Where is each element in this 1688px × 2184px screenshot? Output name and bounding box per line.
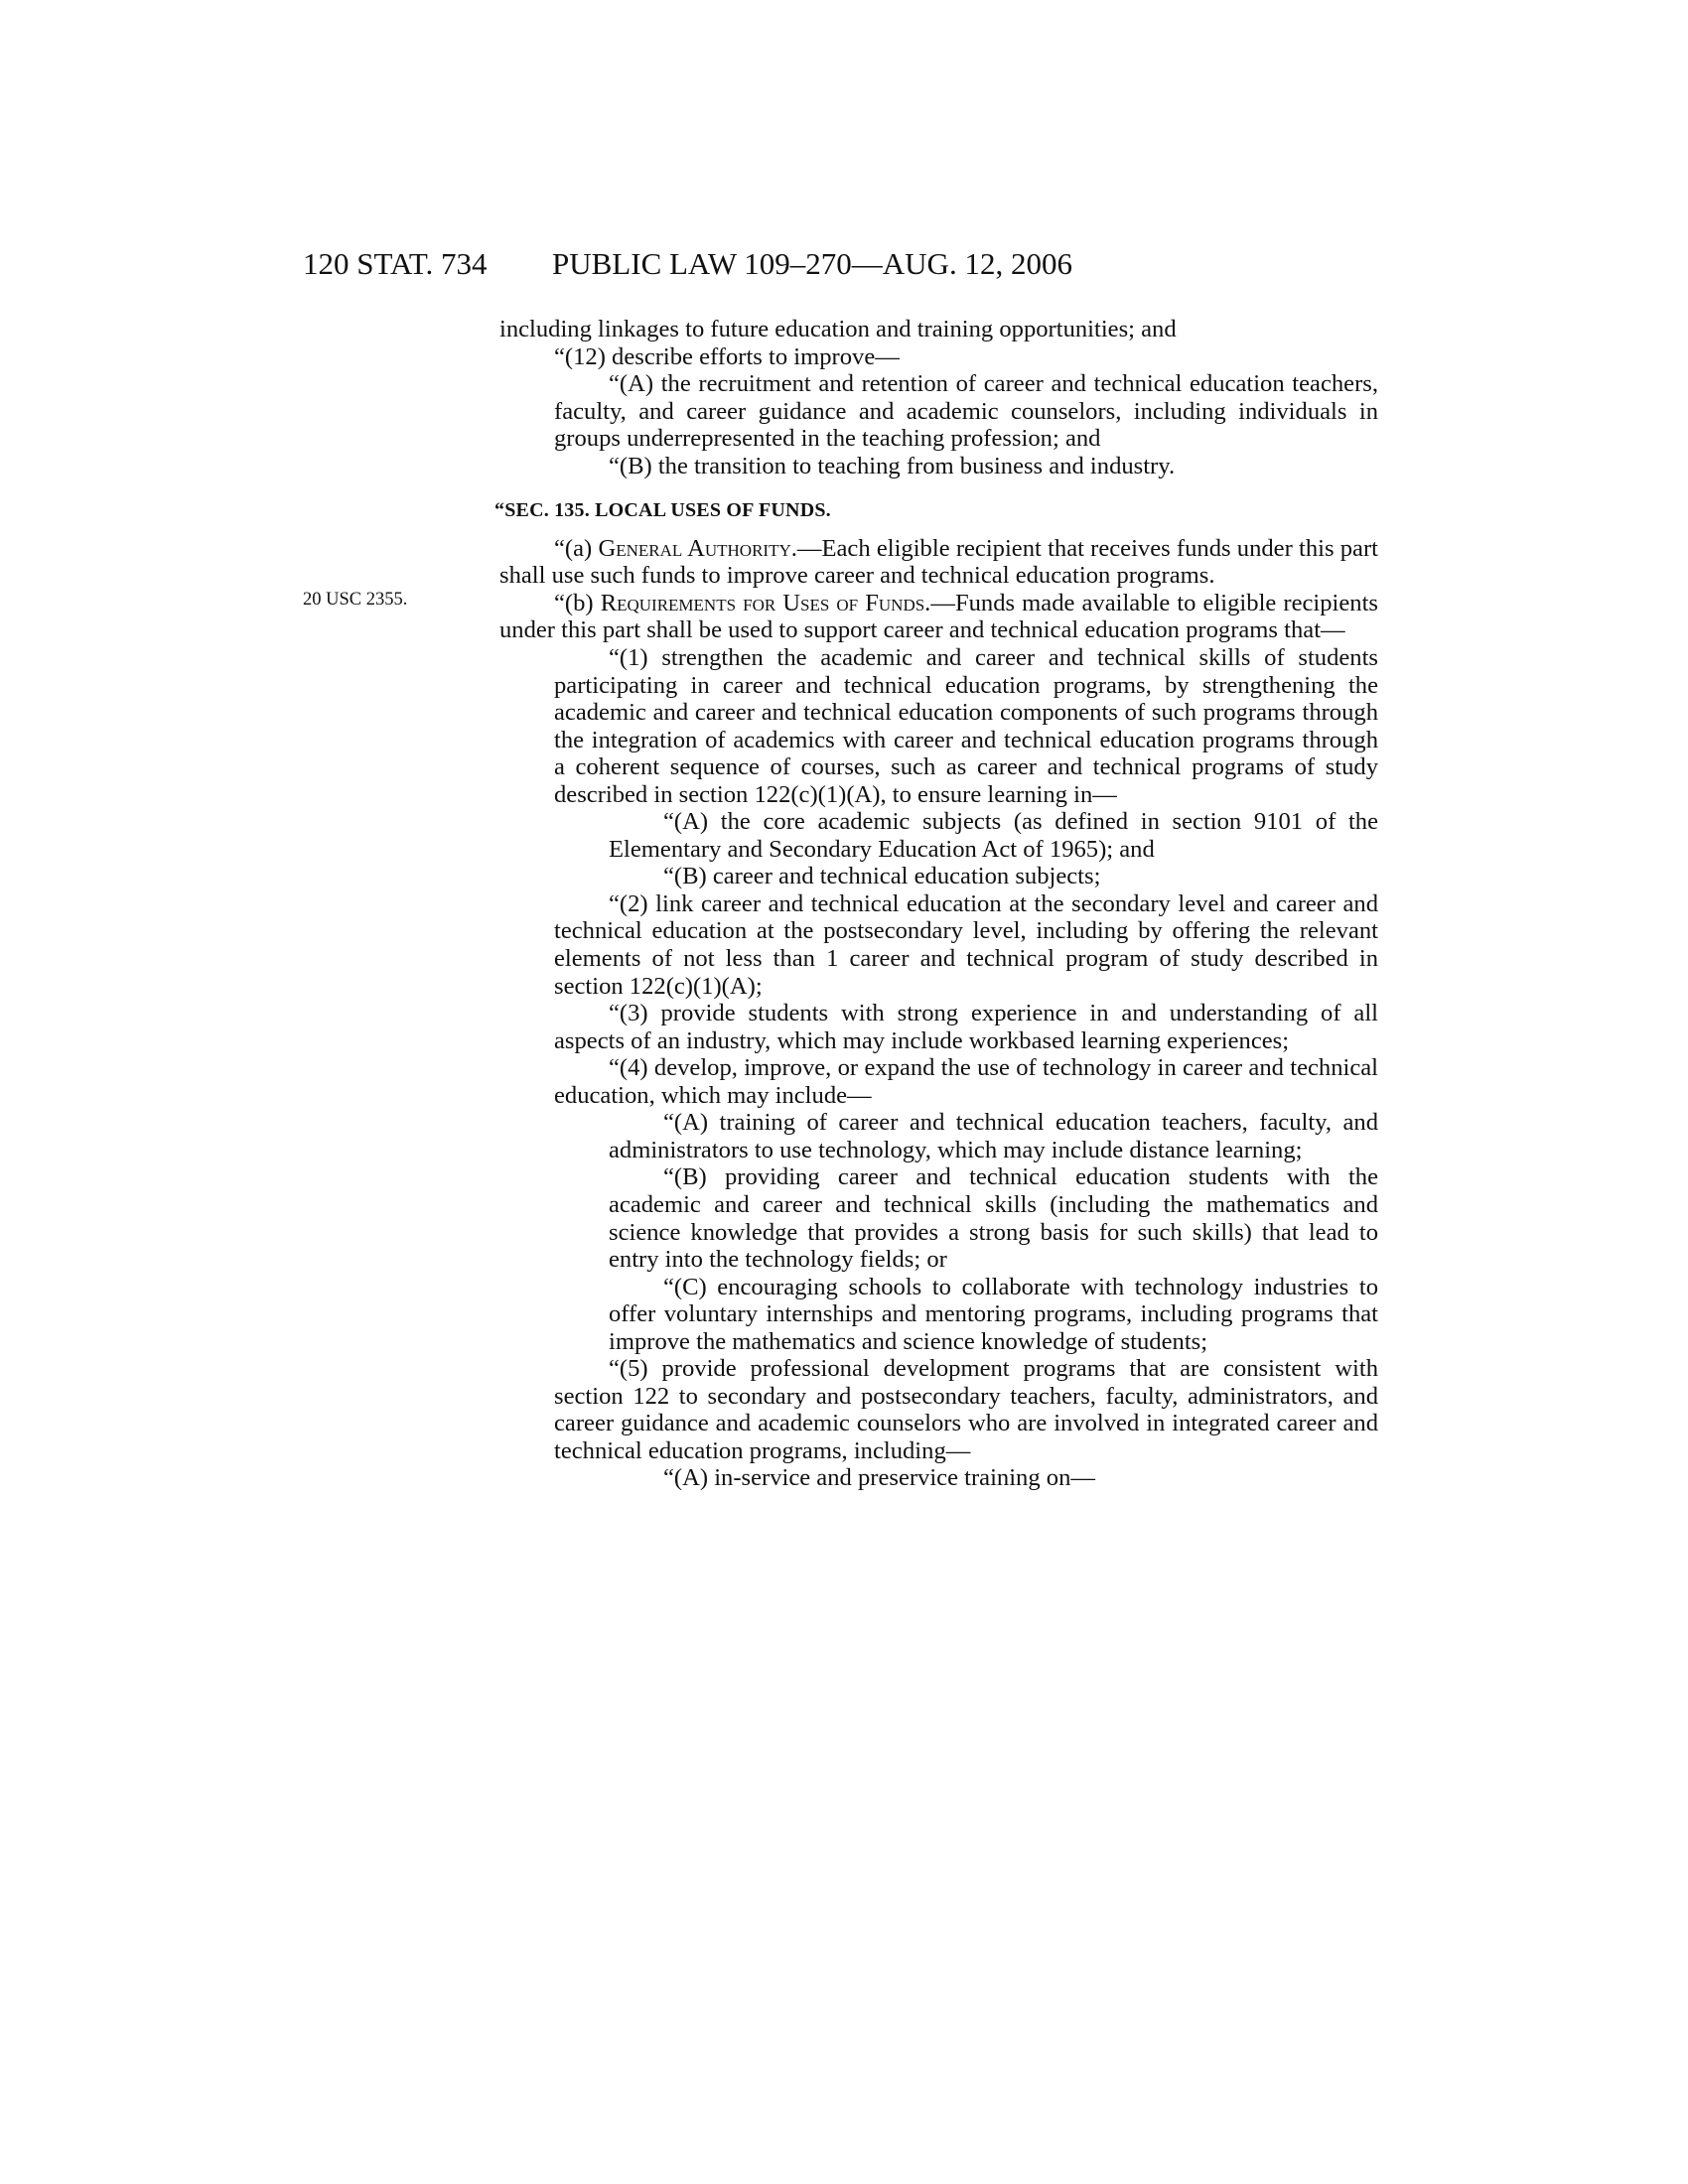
- paragraph: “(C) encouraging schools to collaborate with technology industries to offer voluntary internships and mentoring programs, including programs that improve the mathematics and science knowledge of students;: [609, 1273, 1378, 1355]
- paragraph: “(b) Requirements for Uses of Funds.—Funds made available to eligible recipients under this part shall be used to support career and technical education programs that—: [499, 589, 1379, 644]
- law-title: PUBLIC LAW 109–270—AUG. 12, 2006: [552, 246, 1072, 281]
- subsection-heading: Requirements for Uses of Funds.: [600, 589, 931, 616]
- paragraph: “(2) link career and technical education at the secondary level and career and technical education at the postsecondary level, including by offering the relevant elements of not less than 1 career and technical program of study described in section 122(c)(1)(A);: [554, 889, 1378, 1000]
- paragraph: “(A) the recruitment and retention of career and technical education teachers, faculty, and career guidance and academic counselors, including individuals in groups underrepresented in the teaching profession; and: [554, 370, 1378, 453]
- paragraph: “(A) the core academic subjects (as defined in section 9101 of the Elementary and Secondary Education Act of 1965); and: [609, 808, 1378, 863]
- paragraph: “(B) career and technical education subjects;: [663, 863, 1101, 890]
- paragraph: “(12) describe efforts to improve—: [554, 342, 900, 370]
- paragraph: “(1) strengthen the academic and career and technical skills of students participating in career and technical education programs, by strengthening the academic and career and technical education components of such programs through the integration of academics with career and technical education programs through a coherent sequence of courses, such as career and technical programs of study described in section 122(c)(1)(A), to ensure learning in—: [554, 644, 1378, 808]
- section-heading: “SEC. 135. LOCAL USES OF FUNDS.: [494, 499, 831, 522]
- page-reference: 120 STAT. 734: [303, 246, 488, 281]
- statute-text: [494, 316, 1379, 1492]
- paragraph: “(4) develop, improve, or expand the use of technology in career and technical education, which may include—: [554, 1054, 1378, 1109]
- subsection-heading: General Authority.: [598, 534, 797, 562]
- paragraph: “(3) provide students with strong experience in and understanding of all aspects of an industry, which may include workbased learning experiences;: [554, 1000, 1378, 1054]
- paragraph: “(a) General Authority.—Each eligible recipient that receives funds under this part shall use such funds to improve career and technical education programs.: [499, 534, 1378, 590]
- paragraph: “(A) in-service and preservice training on—: [663, 1464, 1095, 1492]
- paragraph: including linkages to future education and training opportunities; and: [499, 316, 1177, 342]
- paragraph: “(5) provide professional development programs that are consistent with section 122 to secondary and postsecondary teachers, faculty, administrators, and career guidance and academic counselors who are involved in integrated career and technical education programs, including—: [554, 1355, 1378, 1464]
- usc-citation: 20 USC 2355.: [303, 590, 408, 610]
- paragraph: “(A) training of career and technical education teachers, faculty, and administrators to use technology, which may include distance learning;: [609, 1109, 1378, 1163]
- paragraph: “(B) providing career and technical education students with the academic and career and technical skills (including the mathematics and science knowledge that provides a strong basis for such skills) that lead to entry into the technology fields; or: [609, 1163, 1378, 1274]
- paragraph: “(B) the transition to teaching from business and industry.: [609, 452, 1176, 479]
